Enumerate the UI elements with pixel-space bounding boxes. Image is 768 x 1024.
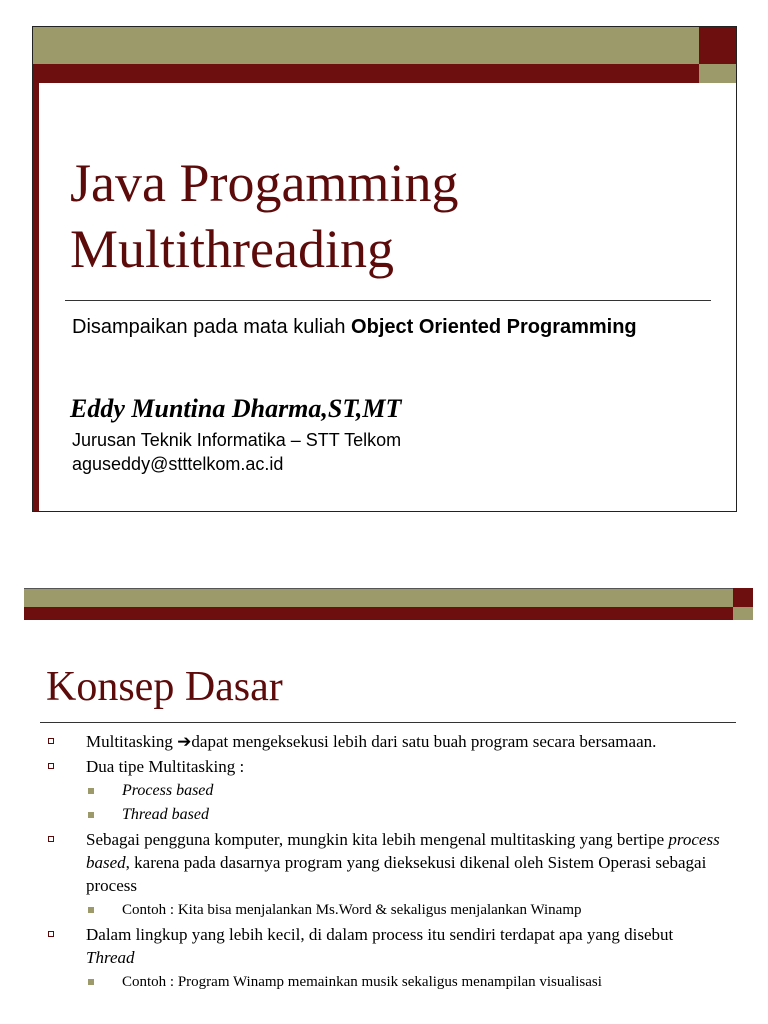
slide-1-left-red-bar	[33, 83, 39, 511]
list-item: Dua tipe Multitasking :	[44, 755, 724, 778]
author-name: Eddy Muntina Dharma,ST,MT	[70, 394, 402, 423]
slide-2-corner-olive-square	[733, 607, 753, 620]
square-bullet-icon	[48, 738, 54, 744]
department: Jurusan Teknik Informatika – STT Telkom	[72, 430, 402, 450]
square-bullet-icon	[48, 836, 54, 842]
slide-1-subtitle	[72, 316, 637, 339]
square-bullet-icon	[48, 931, 54, 937]
course-name: Object Oriented Programming	[351, 316, 637, 338]
filled-square-bullet-icon	[88, 907, 94, 913]
list-item: Multitasking ➔dapat mengeksekusi lebih dari satu buah program secara bersamaan.	[44, 730, 724, 753]
slide-1-corner-red-square	[699, 27, 736, 64]
slide-2-divider	[40, 722, 736, 723]
sub-list-item: Process based	[44, 780, 724, 802]
title-line-1: Java Progamming	[70, 153, 459, 213]
slide-2-top-olive-bar	[24, 588, 733, 607]
slide-2-corner-red-square	[733, 588, 753, 607]
list-item: Dalam lingkup yang lebih kecil, di dalam process itu sendiri terdapat apa yang disebut Thread	[44, 923, 724, 969]
slide-2-red-bar	[24, 607, 733, 620]
sub-list-item: Contoh : Program Winamp memainkan musik sekaligus menampilan visualisasi	[44, 971, 724, 993]
slide-1-title	[70, 150, 710, 282]
title-line-2: Multithreading	[70, 219, 394, 279]
slide-1-corner-olive-square	[699, 64, 736, 83]
filled-square-bullet-icon	[88, 812, 94, 818]
sub-list-item: Thread based	[44, 804, 724, 826]
filled-square-bullet-icon	[88, 788, 94, 794]
square-bullet-icon	[48, 763, 54, 769]
subtitle-prefix: Disampaikan pada mata kuliah	[72, 316, 352, 338]
author-email: aguseddy@stttelkom.ac.id	[72, 454, 284, 474]
slide-2-title: Konsep Dasar	[46, 664, 283, 710]
arrow-icon: ➔	[177, 732, 192, 751]
slide-2-bullet-list	[44, 730, 724, 995]
list-item: Sebagai pengguna komputer, mungkin kita lebih mengenal multitasking yang bertipe process based, karena pada dasarnya program yang dieksekusi dikenal oleh Sistem Operasi sebagai process	[44, 828, 724, 897]
slide-1-divider	[65, 300, 711, 301]
filled-square-bullet-icon	[88, 979, 94, 985]
slide-1-red-bar	[33, 64, 699, 83]
slide-1-top-olive-bar	[33, 27, 699, 64]
sub-list-item: Contoh : Kita bisa menjalankan Ms.Word & sekaligus menjalankan Winamp	[44, 899, 724, 921]
